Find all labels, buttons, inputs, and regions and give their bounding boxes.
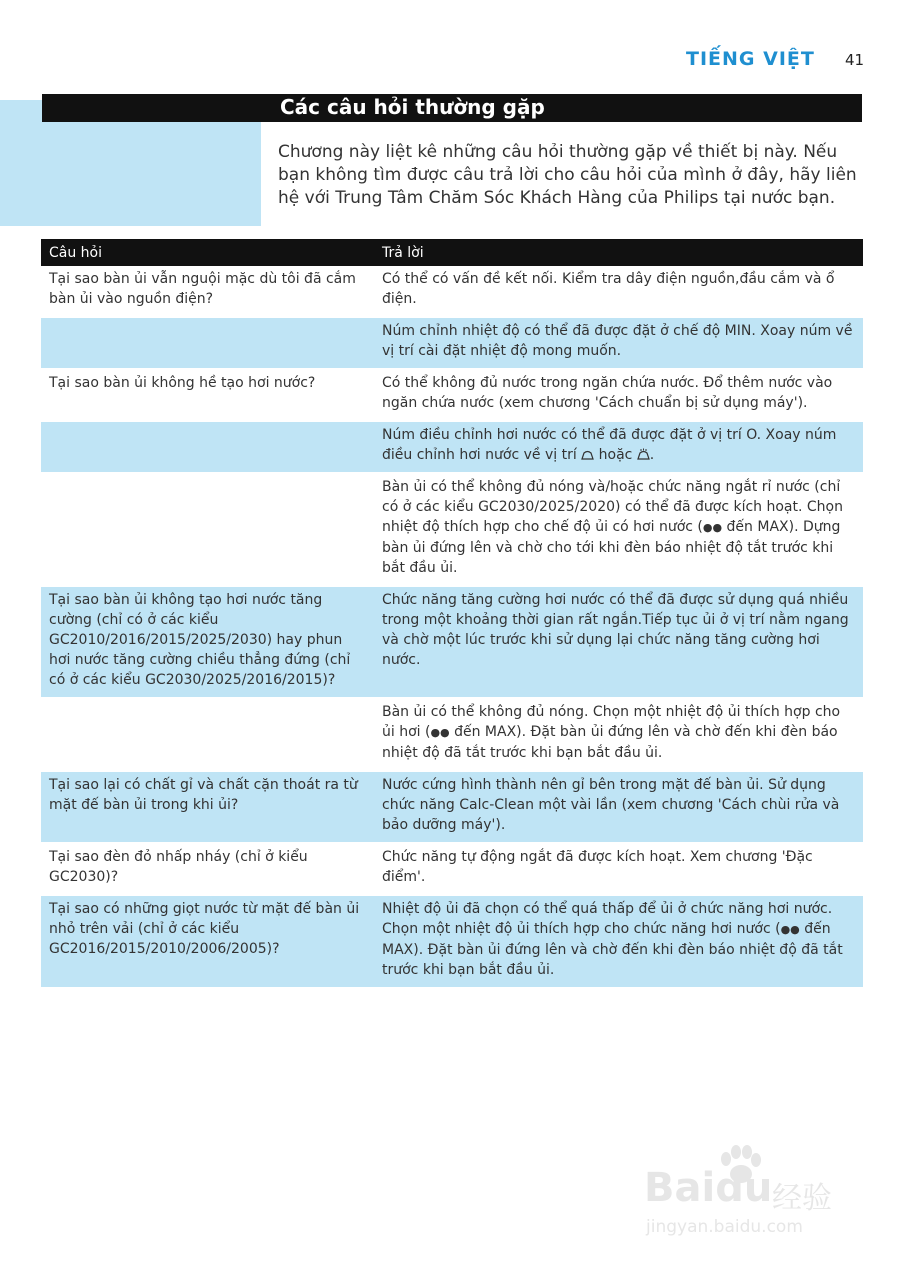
section-intro: Chương này liệt kê những câu hỏi thường gặp về thiết bị này. Nếu bạn không tìm được câu trả lời cho câu hỏi của mình ở đây, hãy liên hệ với Trung Tâm Chăm Sóc Khách Hàng của Philips tại nước bạn. (278, 142, 857, 208)
question-cell: Tại sao bàn ủi không hề tạo hơi nước? (41, 369, 374, 421)
section-title: Các câu hỏi thường gặp (280, 95, 545, 119)
page-number: 41 (845, 51, 865, 69)
steam-high-icon (637, 448, 650, 460)
answer-cell (374, 421, 863, 473)
answer-text: Bàn ủi có thể không đủ nóng. Chọn một nhiệt độ ủi thích hợp cho ủi hơi ( (382, 704, 841, 740)
answer-text-end: đến MAX). Đặt bàn ủi đứng lên và chờ đến khi đèn báo nhiệt độ đã tắt trước khi bạn bắt đầu ủi. (382, 921, 843, 978)
baidu-watermark (640, 1145, 870, 1245)
answer-cell: Có thể có vấn đề kết nối. Kiểm tra dây điện nguồn,đầu cắm và ổ điện. (374, 266, 863, 317)
answer-cell: Nước cứng hình thành nên gỉ bên trong mặt đế bàn ủi. Sử dụng chức năng Calc-Clean một vài lần (xem chương 'Cách chùi rửa và bảo dưỡng máy'). (374, 771, 863, 843)
answer-text-end: đến MAX). Dựng bàn ủi đứng lên và chờ cho tới khi đèn báo nhiệt độ tắt trước khi bắt đầu ủi. (382, 519, 841, 576)
faq-table (41, 239, 863, 987)
question-cell: Tại sao đèn đỏ nhấp nháy (chỉ ở kiểu GC2030)? (41, 843, 374, 895)
answer-text: Núm điều chỉnh hơi nước có thể đã được đặt ở vị trí O. Xoay núm điều chỉnh hơi nước về vị trí (382, 427, 837, 463)
answer-cell (374, 473, 863, 586)
table-row (41, 369, 863, 421)
question-cell: Tại sao bàn ủi vẫn nguội mặc dù tôi đã cắm bàn ủi vào nguồn điện? (41, 266, 374, 317)
answer-cell (374, 895, 863, 987)
table-row (41, 421, 863, 473)
temperature-dots-icon: ●● (430, 726, 450, 739)
table-row (41, 843, 863, 895)
answer-text: Nhiệt độ ủi đã chọn có thể quá thấp để ủi ở chức năng hơi nước. Chọn một nhiệt độ ủi thích hợp cho chức năng hơi nước ( (382, 901, 833, 937)
answer-cell: Chức năng tự động ngắt đã được kích hoạt. Xem chương 'Đặc điểm'. (374, 843, 863, 895)
language-header: TIẾNG VIỆT (686, 48, 815, 70)
temperature-dots-icon: ●● (702, 521, 723, 534)
table-row (41, 771, 863, 843)
question-cell (41, 421, 374, 473)
table-row (41, 473, 863, 586)
watermark-label: 经验 (772, 1181, 832, 1216)
answer-text: Bàn ủi có thể không đủ nóng và/hoặc chức năng ngắt rỉ nước (chỉ có ở các kiểu GC2030/2025/2020) có thể đã được kích hoạt. Chọn nhiệt độ thích hợp cho chế độ ủi có hơi nước ( (382, 479, 843, 535)
question-cell (41, 698, 374, 771)
question-cell: Tại sao bàn ủi không tạo hơi nước tăng cường (chỉ có ở các kiểu GC2010/2016/2015/2025/2030) hay phun hơi nước tăng cường chiều thẳng đứng (chỉ có ở các kiểu GC2030/2025/2016/2015)? (41, 586, 374, 698)
table-row (41, 895, 863, 987)
answer-text-end: . (649, 447, 655, 463)
answer-cell (374, 698, 863, 771)
table-row (41, 586, 863, 698)
answer-text-or: hoặc (598, 447, 633, 463)
answer-cell: Chức năng tăng cường hơi nước có thể đã được sử dụng quá nhiều trong một khoảng thời gian rất ngắn.Tiếp tục ủi ở vị trí nằm ngang và chờ một lúc trước khi sử dụng lại chức năng tăng cường hơi nước. (374, 586, 863, 698)
temperature-dots-icon: ●● (780, 923, 800, 936)
section-title-bar (42, 94, 862, 122)
question-cell (41, 317, 374, 369)
question-cell: Tại sao lại có chất gỉ và chất cặn thoát ra từ mặt đế bàn ủi trong khi ủi? (41, 771, 374, 843)
watermark-logo: Baidu (644, 1165, 773, 1211)
steam-low-icon (581, 450, 594, 460)
answer-cell: Có thể không đủ nước trong ngăn chứa nước. Đổ thêm nước vào ngăn chứa nước (xem chương 'Cách chuẩn bị sử dụng máy'). (374, 369, 863, 421)
answer-text-end: đến MAX). Đặt bàn ủi đứng lên và chờ đến khi đèn báo nhiệt độ đã tắt trước khi bạn bắt đầu ủi. (382, 724, 838, 761)
table-row (41, 266, 863, 317)
table-row (41, 317, 863, 369)
column-header-answer: Trả lời (374, 239, 863, 266)
watermark-url: jingyan.baidu.com (646, 1217, 803, 1237)
column-header-question: Câu hỏi (41, 239, 374, 266)
table-row (41, 698, 863, 771)
question-cell (41, 473, 374, 586)
question-cell: Tại sao có những giọt nước từ mặt đế bàn ủi nhỏ trên vải (chỉ ở các kiểu GC2016/2015/2010/2006/2005)? (41, 895, 374, 987)
answer-cell: Núm chỉnh nhiệt độ có thể đã được đặt ở chế độ MIN. Xoay núm về vị trí cài đặt nhiệt độ mong muốn. (374, 317, 863, 369)
